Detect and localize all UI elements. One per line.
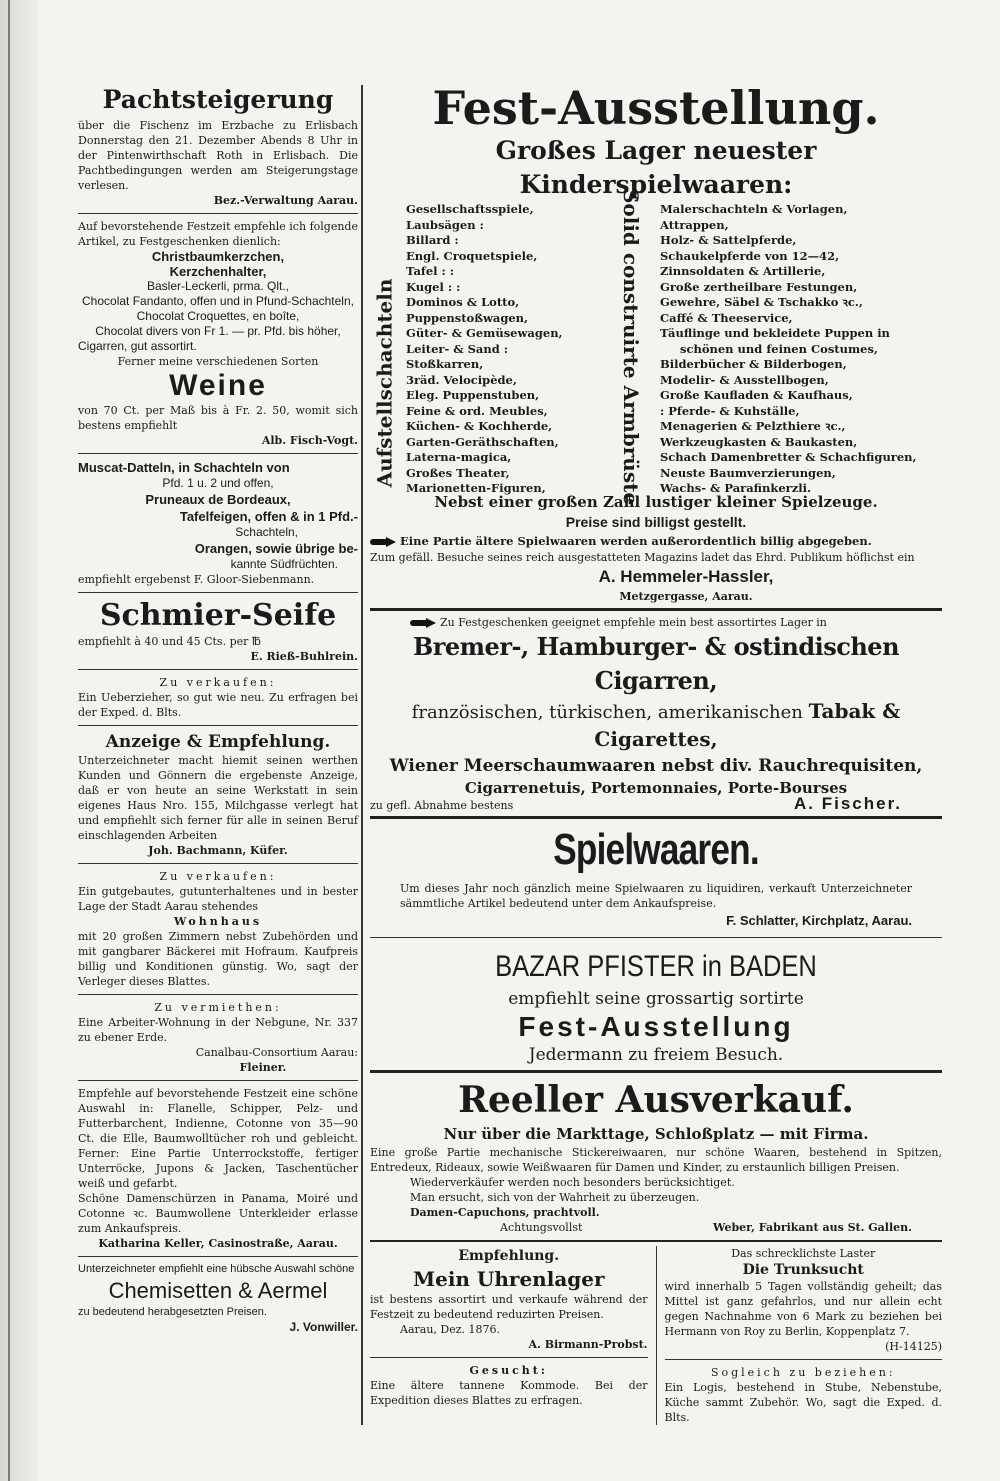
toy-item: Leiter- & Sand : [406,341,509,356]
page-binding [0,0,38,1481]
fischer-sig: A. Fischer. [794,794,902,813]
festzeit-intro: Auf bevorstehende Festzeit empfehle ich folgende Artikel, zu Festgeschenken dienlich: [78,220,358,248]
uhren-ad [370,1246,648,1425]
separator [665,1359,943,1360]
keller-text2: Schöne Damenschürzen in Panama, Moiré und Cotonne ꝛc. Baumwollene Unterkleider erlasse zum Ankaufspreis. [78,1192,358,1235]
keller-text: Empfehle auf bevorstehende Festzeit eine schöne Auswahl in: Flanelle, Schipper, Pelz- und Futterbarchent, Indienne, Cotonne von 35—90 Ct. die Elle, Baumwolltücher roh und gebleicht. Ferner: Eine Partie Unterrockstoffe, fertiger Unterröcke, Jupons & Jacken, Taschentücher weiß und gefarbt. [78,1087,358,1190]
fischer-l1: Bremer-, Hamburger- & ostindischen Cigarren, [412,632,900,695]
anzeige-text: Unterzeichneter macht hiemit seinen werthen Kunden und Gönnern die ergebenste Anzeige, daß er von heute an seine Werkstatt in sein eigenes Haus Nro. 155, Milchgasse verlegt hat und empfiehlt sich ferner für alle in seinen Beruf einschlagenden Arbeiten [78,754,358,842]
fischer-sigline [370,794,942,819]
weine-heading: Weine [169,369,267,402]
separator [78,213,358,214]
toy-item: Feine & ord. Meubles, [406,403,548,418]
fischer-l4: Cigarrenetuis, Portemonnaies, Porte-Bourses [464,779,848,797]
toy-item: Garten-Geräthschaften, [406,434,559,449]
toy-item: Schaukelpferde von 12—42, [660,248,840,263]
verkauf1-head: Zu verkaufen: [159,676,277,689]
vertical-text: Aufstellschachteln [372,278,397,488]
reeller-text3: Man ersucht, sich von der Wahrheit zu überzeugen. [410,1191,700,1204]
festzeit-item: Cigarren, gut assortirt. [78,339,197,353]
reeller-text2: Wiederverkäufer werden noch besonders berücksichtiget. [410,1176,735,1189]
logis-head: Sogleich zu beziehen: [710,1366,896,1379]
separator [370,937,942,938]
uhren-sig: A. Birmann-Probst. [528,1338,648,1351]
weine-sig: Alb. Fisch-Vogt. [261,434,358,447]
fischer-intro-text: Zu Festgeschenken geeignet empfehle mein best assortirtes Lager in [440,616,827,629]
pacht-text: über die Fischenz im Erzbache zu Erlisbach Donnerstag den 21. Dezember Abends 8 Uhr in der Pintenwirthschaft Roth in Erlisbach. Die Pachtbedingungen werden am Steigerungstage verlesen. [78,119,358,192]
vertical-label [370,278,400,488]
bottom-ads [370,1240,942,1425]
separator [78,669,358,670]
uhren-date: Aarau, Dez. 1876. [400,1323,501,1336]
toy-item: Engl. Croquetspiele, [406,248,538,263]
right-column [370,78,942,1425]
toy-item: Eleg. Puppenstuben, [406,388,540,402]
vermiethen-text: Eine Arbeiter-Wohnung in der Nebgune, Nr. 337 zu ebener Erde. [78,1016,358,1044]
toy-item: Caffé & Theeservice, [660,310,793,325]
uhren-head: Empfehlung. [458,1248,560,1264]
toy-item: Marionetten-Figuren, [406,481,546,495]
fest-addr: Metzgergasse, Aarau. [619,590,753,603]
anzeige-title: Anzeige & Empfehlung. [105,732,331,752]
pacht-title: Pachtsteigerung [102,85,334,114]
bazar-title: BAZAR PFISTER in BADEN [495,950,817,983]
toy-item: Schach Damenbretter & Schachfiguren, [660,450,917,464]
toy-item: Puppenstoßwagen, [406,310,529,325]
separator [370,1357,648,1358]
muscat-line: Schachteln, [235,525,298,539]
separator [78,1080,358,1081]
trunk-intro: Das schrecklichste Laster [731,1247,876,1260]
separator [78,994,358,995]
binding-line [8,0,10,1481]
vonwiller-sig: J. Vonwiller. [289,1320,358,1334]
trunk-code: (H-14125) [885,1340,942,1353]
reeller-left: Achtungsvollst [500,1221,583,1234]
toy-item: Tafel : : [406,264,455,278]
toy-item: Dominos & Lotto, [406,295,520,309]
muscat-line: Pruneaux de Bordeaux, [145,492,291,507]
verkauf1-text: Ein Ueberzieher, so gut wie neu. Zu erfragen bei der Exped. d. Blts. [78,691,358,719]
trunk-text: wird innerhalb 5 Tagen vollständig geheilt; das Mittel ist ganz gefahrlos, und nur allein echt gegen Nachnahme von 6 Mark zu beziehen bei Hermann von Roy zu Berlin, Koppenplatz 7. [664,1280,942,1338]
vonwiller-title: Chemisetten & Aermel [108,1278,328,1303]
fest-besuch: Zum gefäll. Besuche seines reich ausgestatteten Magazins ladet das Ehrd. Publikum höflichst ein [370,551,915,564]
toy-item: Stoßkarren, [406,357,484,371]
gesucht-head: Gesucht: [469,1364,548,1377]
toy-item: Große Kaufladen & Kaufhaus, [660,388,853,402]
spiel-text: Um dieses Jahr noch gänzlich meine Spielwaaren zu liquidiren, verkauft Unterzeichneter sämmtliche Artikel bedeutend unter dem Ankaufspreise. [400,882,912,910]
toy-item: schönen und feinen Costumes, [680,341,878,356]
spiel-title: Spielwaaren. [553,825,759,874]
festzeit-item: Chocolat Fandanto, offen und in Pfund-Schachteln, [82,294,354,308]
uhren-title: Mein Uhrenlager [412,1267,605,1291]
seife-text: empfiehlt à 40 und 45 Cts. per ℔ [78,635,261,648]
toy-item: Zinnsoldaten & Artillerie, [660,264,826,278]
fest-subtitle: Großes Lager neuester Kinderspielwaaren: [495,136,817,199]
toy-item: Bilderbücher & Bilderbogen, [660,357,847,371]
vonwiller-text: zu bedeutend herabgesetzten Preisen. [78,1306,267,1318]
separator [78,592,358,593]
festzeit-item: Chocolat divers von Fr 1. — pr. Pfd. bis höher, [95,324,341,338]
toy-item: Wachs- & Parafinkerzli. [660,481,812,495]
spiel-sig: F. Schlatter, Kirchplatz, Aarau. [726,913,912,928]
muscat-sig: empfiehlt ergebenst F. Gloor-Siebenmann. [78,573,315,586]
festzeit-item: Basler-Leckerli, prma. Qlt., [146,279,290,293]
verkauf2-head: Zu verkaufen: [159,870,277,883]
anzeige-sig: Joh. Bachmann, Küfer. [148,844,288,857]
separator [78,1256,358,1257]
toy-item: Küchen- & Kochherde, [406,419,553,433]
toy-item: Kugel : : [406,279,461,294]
toy-item: Malerschachteln & Vorlagen, [660,202,848,216]
toy-item: Menagerien & Pelzthiere ꝛc., [660,419,846,433]
festzeit-item: Christbaumkerzchen, [151,249,285,264]
fest-title: Fest-Ausstellung. [432,81,880,135]
trunk-ad [656,1246,943,1425]
trunk-title: Die Trunksucht [742,1262,864,1278]
toy-item: Neuste Baumverzierungen, [660,465,836,480]
festzeit-item: Kerzchenhalter, [169,264,267,279]
separator [370,1070,942,1073]
toy-item: 3räd. Velocipède, [406,372,517,387]
toy-item: Attrappen, [660,217,729,232]
toy-item: Billard : [406,233,459,247]
toy-item: : Pferde- & Kuhställe, [660,403,800,418]
keller-sig: Katharina Keller, Casinostraße, Aarau. [98,1237,338,1250]
bazar-l3: Jedermann zu freiem Besuch. [528,1045,784,1065]
vermiethen-sig2: Fleiner. [239,1061,287,1074]
gesucht-text: Eine ältere tannene Kommode. Bei der Expedition dieses Blattes zu erfragen. [370,1379,648,1407]
fischer-l2a: französischen, türkischen, amerikanischen [411,702,809,723]
logis-text: Ein Logis, bestehend in Stube, Nebenstube, Küche sammt Zubehör. Wo, sagt die Exped. d. Blts. [664,1381,942,1424]
fest-preise: Preise sind billigst gestellt. [565,514,747,530]
toy-column-right [660,202,942,497]
toy-column-left [406,202,606,497]
bazar-l1: empfiehlt seine grossartig sortirte [508,989,804,1009]
fest-partie-text: Eine Partie ältere Spielwaaren werden außerordentlich billig abgegeben. [400,534,872,548]
muscat-line: Muscat-Datteln, in Schachteln von [78,460,290,475]
reeller-sub: Nur über die Markttage, Schloßplatz — mit Firma. [443,1125,869,1143]
verkauf2-text: Ein gutgebautes, gutunterhaltenes und in bester Lage der Stadt Aarau stehendes [78,885,358,913]
toy-item: Großes Theater, [406,465,510,480]
vermiethen-sig: Canalbau-Consortium Aarau: [195,1046,358,1059]
toy-item: Holz- & Sattelpferde, [660,233,797,247]
festzeit-item: Chocolat Croquettes, en boîte, [136,309,300,323]
weine-text: von 70 Ct. per Maß bis à Fr. 2. 50, womit sich bestens empfiehlt [78,404,358,432]
separator [370,608,942,611]
uhren-text: ist bestens assortirt und verkaufe während der Festzeit zu bedeutend reduzirten Preisen. [370,1293,648,1321]
muscat-line: kannte Südfrüchten. [230,557,338,571]
toy-item: Werkzeugkasten & Baukasten, [660,434,858,449]
reeller-text: Eine große Partie mechanische Stickereiwaaren, nur schöne Waaren, bestehend in Spitzen, Entredeux, Rideaux, sowie Weißwaaren für Damen und Kinder, zu erstaunlich billigen Preisen. [370,1146,942,1174]
toy-item: Güter- & Gemüsewagen, [406,326,563,340]
bazar-l2: Fest-Ausstellung [518,1011,794,1042]
seife-title: Schmier-Seife [99,598,337,633]
pointing-hand-icon [410,618,436,628]
toy-item: Große zertheilbare Festungen, [660,279,858,294]
toy-item: Gesellschaftsspiele, [406,202,534,216]
toy-item: Modelir- & Ausstellbogen, [660,372,829,387]
toy-item: Laubsägen : [406,217,484,232]
weine-intro: Ferner meine verschiedenen Sorten [117,355,319,368]
muscat-line: Orangen, sowie übrige be- [194,541,358,556]
separator [78,863,358,864]
wohnhaus-heading: Wohnhaus [173,915,263,928]
fischer-l2b: Tabak & Cigarettes, [594,699,901,751]
vonwiller-intro: Unterzeichneter empfiehlt eine hübsche Auswahl schöne [78,1263,355,1275]
toy-item: Laterna-magica, [406,450,512,464]
vertical-label [610,188,650,506]
fest-sig: A. Hemmeler-Hassler, [598,567,774,586]
reeller-title: Reeller Ausverkauf. [458,1079,854,1121]
fischer-l3: Wiener Meerschaumwaaren nebst div. Rauchrequisiten, [389,756,923,776]
fest-nebst: Nebst einer großen Zahl lustiger kleiner Spielzeuge. [434,493,878,511]
verkauf2-text2: mit 20 großen Zimmern nebst Zubehörden und mit gangbarer Bäckerei mit Hofraum. Kaufpreis billig und Konditionen günstig. Wo, sagt der Verleger dieses Blattes. [78,930,358,988]
separator [78,453,358,454]
muscat-line: Tafelfeigen, offen & in 1 Pfd.- [179,509,358,524]
fischer-l2 [370,698,942,754]
toy-item: Täuflinge und bekleidete Puppen in [660,326,890,340]
fischer-left: zu gefl. Abnahme bestens [370,799,514,812]
column-rule [361,85,363,1425]
vermiethen-head: Zu vermiethen: [154,1001,282,1014]
left-column [78,78,358,1335]
pacht-sig: Bez.-Verwaltung Aarau. [213,194,358,207]
seife-sig: E. Rieß-Buhlrein. [250,650,358,663]
reeller-text4: Damen-Capuchons, prachtvoll. [410,1206,600,1219]
reeller-sigline [370,1220,942,1236]
pointing-hand-icon [370,537,396,547]
vertical-text: Solid construirte Armbrüste [618,188,643,506]
fischer-intro [370,615,942,630]
toy-item: Gewehre, Säbel & Tschakko ꝛc., [660,295,863,309]
reeller-sig: Weber, Fabrikant aus St. Gallen. [713,1221,912,1234]
separator [78,725,358,726]
fest-partie [370,532,942,550]
muscat-line: Pfd. 1 u. 2 und offen, [162,476,274,490]
